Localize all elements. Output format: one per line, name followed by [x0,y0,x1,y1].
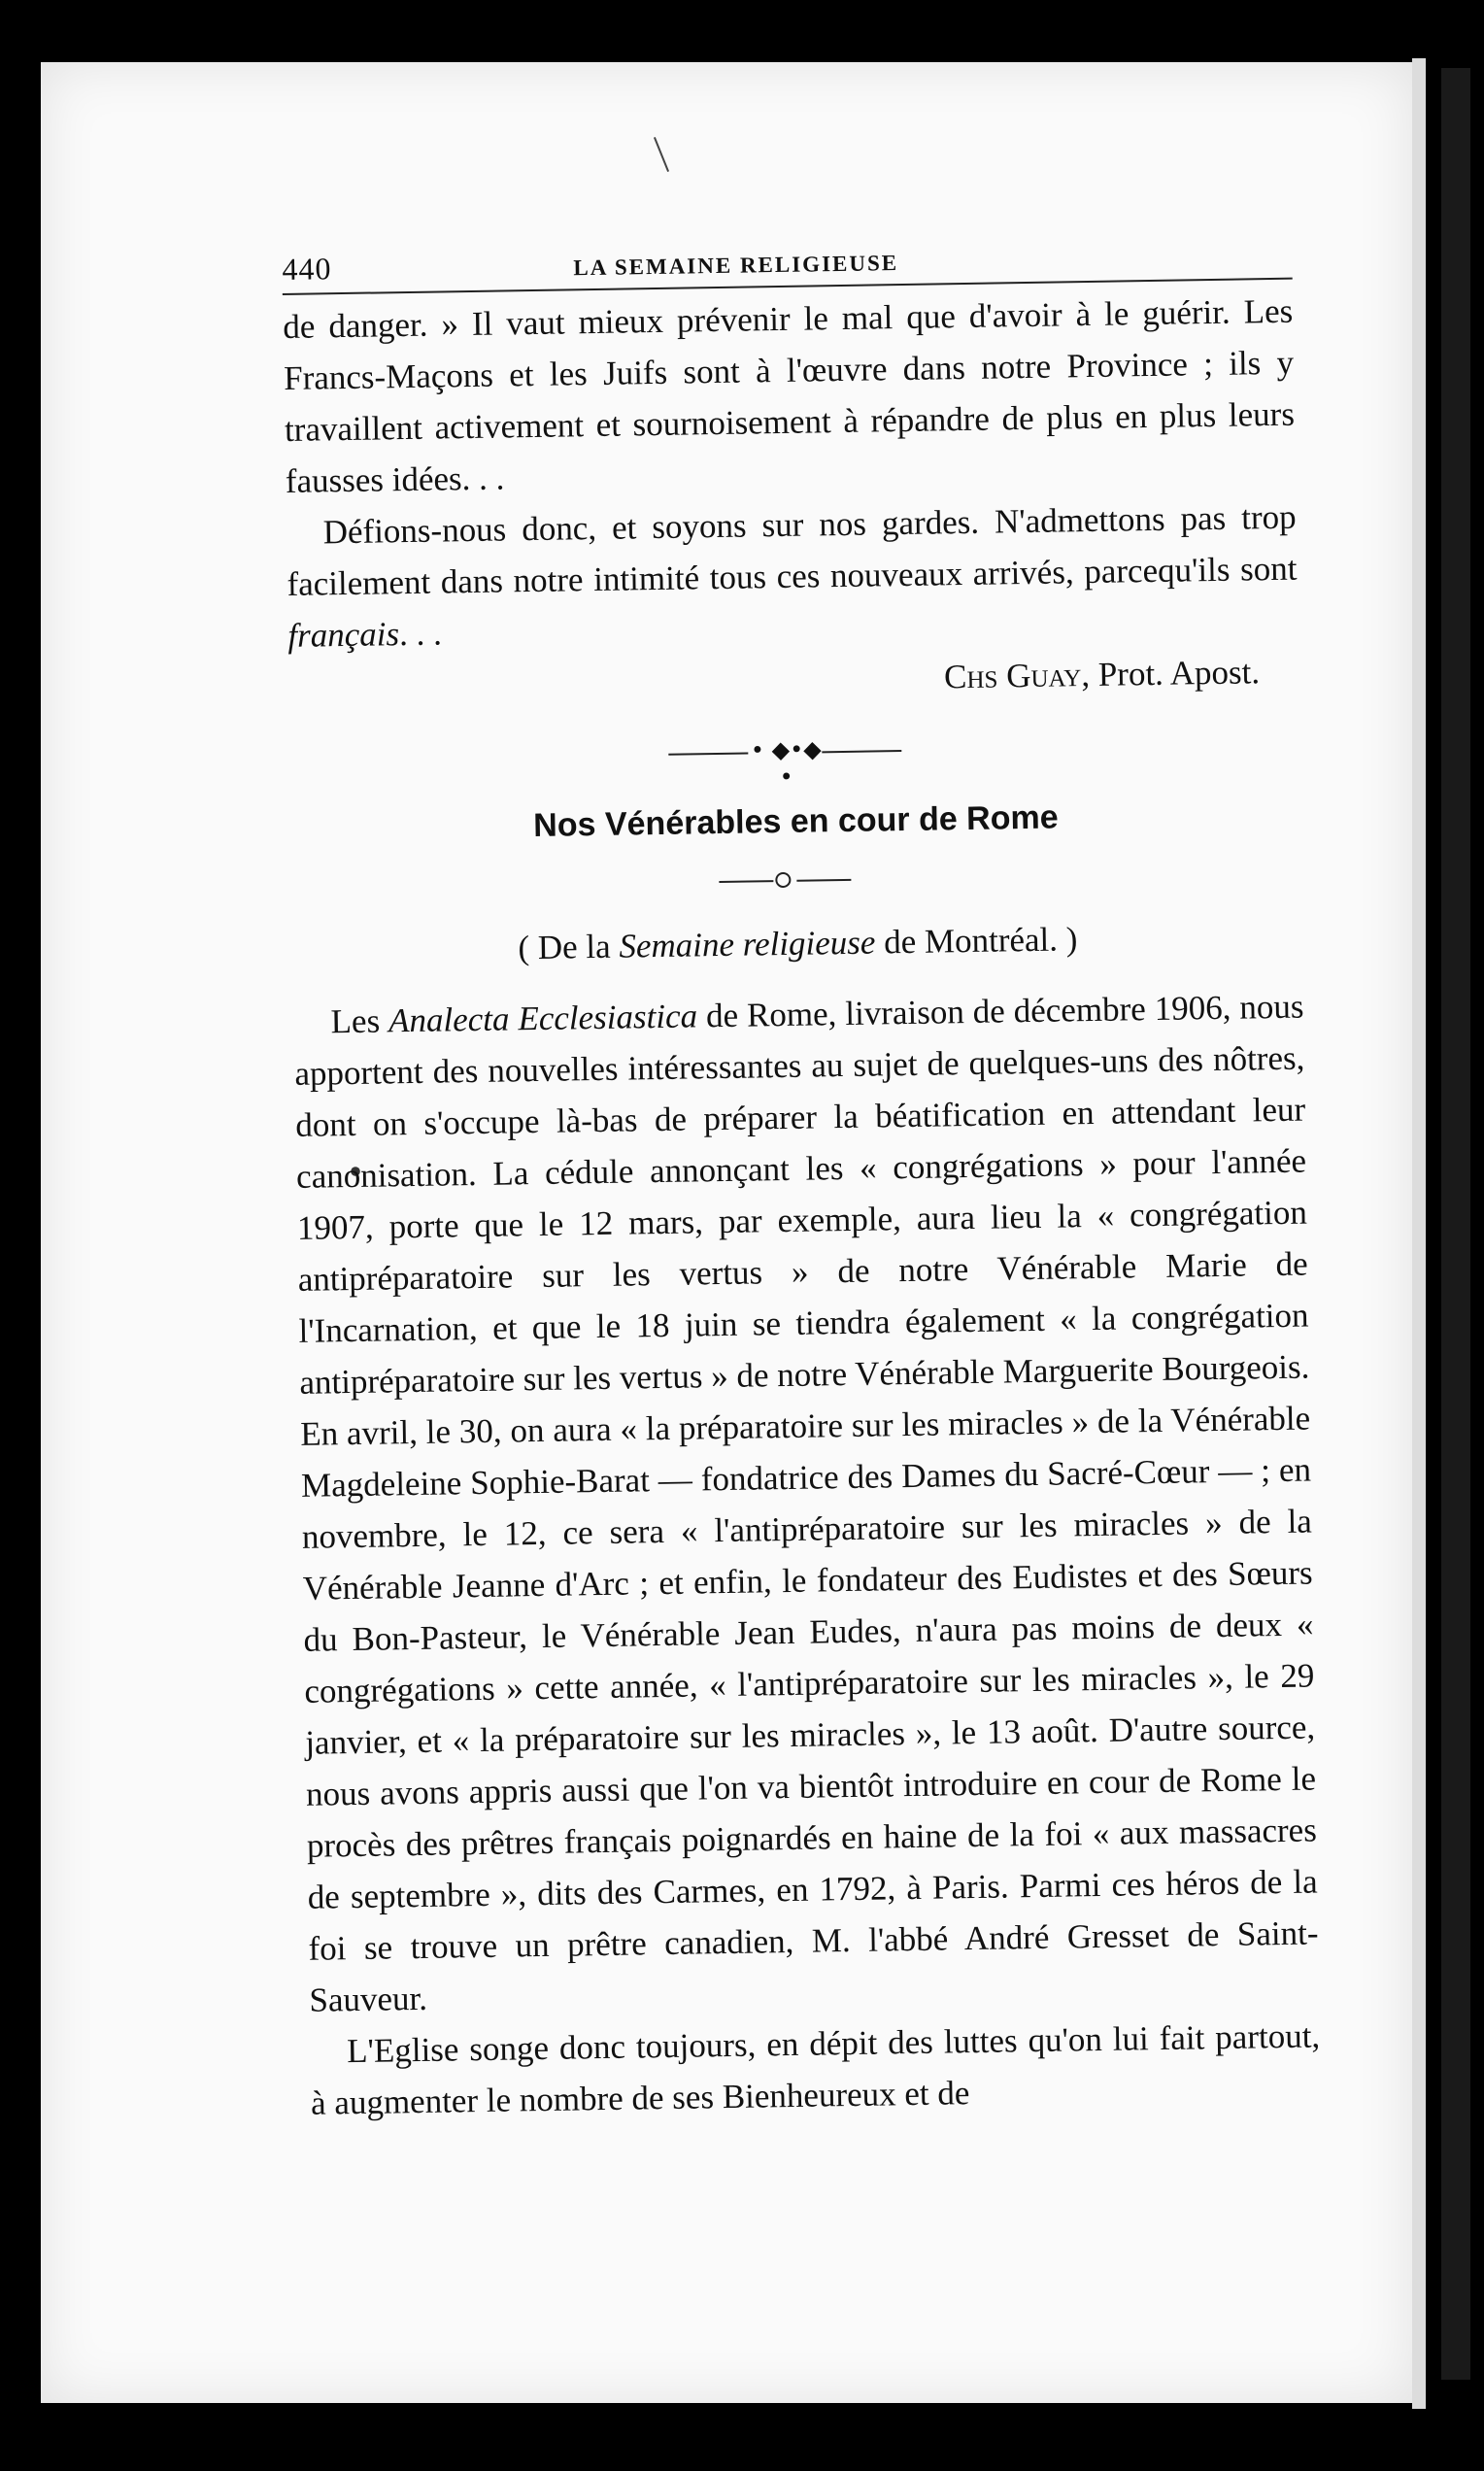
divider-rule-left [668,753,748,756]
source-italic: Semaine religieuse [619,923,876,965]
closing-paragraph-italic: français [287,615,400,655]
title-divider-line-left [719,880,773,883]
article-title: Nos Vénérables en cour de Rome [532,798,1059,844]
closing-paragraph-end: . . . [398,614,443,654]
opening-paragraph: de danger. » Il vaut mieux prévenir le mal que d'avoir à le guérir. Les Francs-Maçons et les Juifs sont à l'œuvre dans notre Province ; ils y travaillent activement et sournoisement à répandre de plus en plus leurs fausses idées. . . [283,291,1296,500]
source-open: ( De la [518,927,620,967]
signature-name: Chs Guay [943,656,1082,696]
source-close: de Montréal. ) [875,920,1078,962]
section-divider [289,715,1300,793]
article-source [292,907,1303,981]
body-rest: de Rome, livraison de décembre 1906, nous apportent des nouvelles intéressantes au sujet de quelques-uns des nôtres, dont on s'occupe là-bas de préparer la béatification en attendant leur canonisation. La cédule annonçant les « congrégations » pour l'année 1907, porte que le 12 mars, par exemple, aura lieu la « congrégation antipréparatoire sur les vertus » de notre Vénérable Marie de l'Incarnation, et que le 18 juin se tiendra également « la congrégation antipréparatoire sur les vertus » de notre Vénérable Marguerite Bourgeois. En avril, le 30, on aura « la préparatoire sur les miracles » de la Vénérable Magdeleine Sophie-Barat — fondatrice des Dames du Sacré-Cœur — ; en novembre, le 12, ce sera « l'antipréparatoire sur les miracles » de la Vénérable Jeanne d'Arc ; et enfin, le fondateur des Eudistes et des Sœurs du Bon-Pasteur, le Vénérable Jean Eudes, n'aura pas moins de deux « congrégations » cette année, « l'antipréparatoire sur les miracles », le 29 janvier, et « la préparatoire sur les miracles », le 13 août. D'autre source, nous avons appris aussi que l'on va bientôt introduire en cour de Rome le procès des prêtres français poignardés en haine de la foi « aux massacres de septembre », dits des Carmes, en 1792, à Paris. Parmi ces héros de la foi se trouve un prêtre canadien, M. l'abbé André Gresset de Saint-Sauveur. [294,987,1319,2019]
title-divider-line-right [796,879,851,882]
adjacent-page-strip [1441,68,1470,2380]
divider-rule-right [822,750,901,753]
page-content [282,227,1321,2129]
running-head-title: LA SEMAINE RELIGIEUSE [573,251,899,281]
body-start: Les [330,1001,389,1041]
page-number: 440 [282,251,332,287]
title-divider-circle [775,872,791,888]
divider-ornament: • ◆•◆ • [750,735,822,792]
article-body-paragraph [293,981,1320,2026]
signature-title: , Prot. Apost. [1080,653,1261,694]
body-italic: Analecta Ecclesiastica [388,997,698,1040]
closing-paragraph [286,491,1298,661]
closing-paragraph-start: Défions-nous donc, et soyons sur nos gardes. N'admettons pas trop facilement dans notre intimité tous ces nouveaux arrivés, parcequ'ils sont [287,497,1298,603]
article-final-paragraph: L'Eglise songe donc toujours, en dépit des luttes qu'on lui fait partout, à augmenter le nombre de ses Bienheureux et de [310,2016,1321,2122]
page-edge [1412,58,1426,2409]
